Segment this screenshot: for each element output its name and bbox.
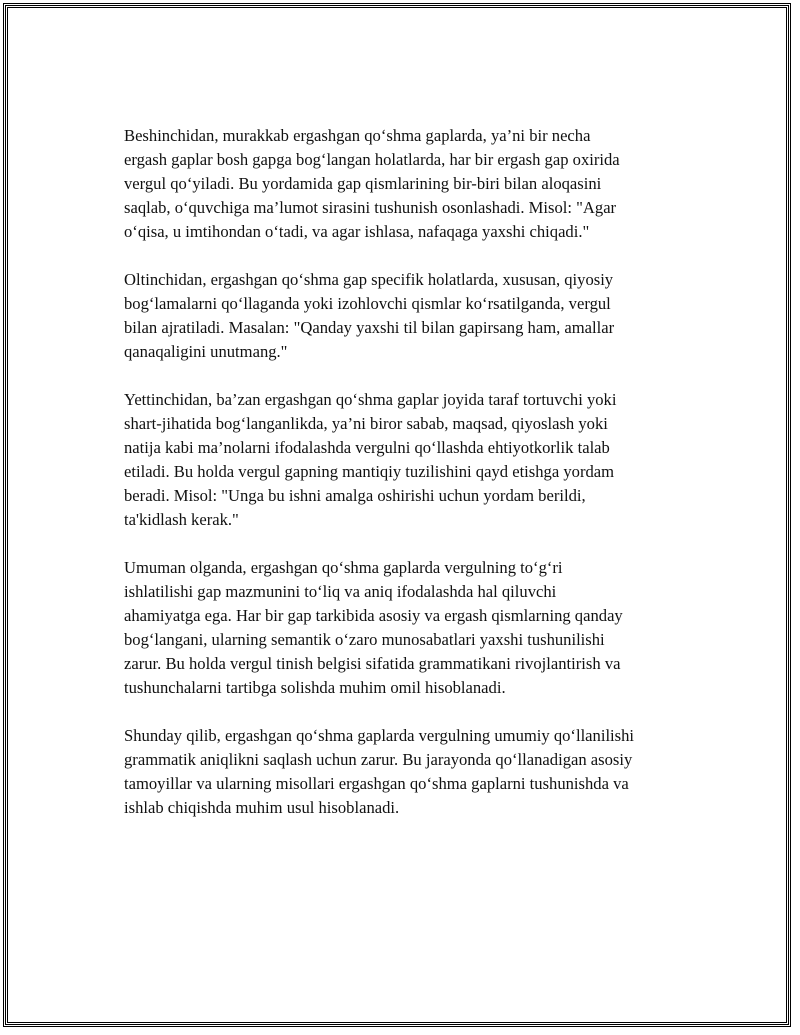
text-line: ta'kidlash kerak." [124, 510, 239, 529]
text-line: Yettinchidan, ba’zan ergashgan qo‘shma gaplar joyida taraf tortuvchi yoki [124, 390, 617, 409]
paragraph-oltinchidan [124, 268, 704, 364]
text-line: qanaqaligini unutmang." [124, 342, 288, 361]
text-line: beradi. Misol: "Unga bu ishni amalga oshirishi uchun yordam berildi, [124, 486, 586, 505]
paragraph-shunday-qilib [124, 724, 704, 820]
text-line: Beshinchidan, murakkab ergashgan qo‘shma gaplarda, ya’ni bir necha [124, 126, 591, 145]
paragraph-umuman-olganda [124, 556, 704, 700]
text-line: shart-jihatida bog‘langanlikda, ya’ni biror sabab, maqsad, qiyoslash yoki [124, 414, 608, 433]
text-line: bog‘langani, ularning semantik o‘zaro munosabatlari yaxshi tushunilishi [124, 630, 605, 649]
text-line: Umuman olganda, ergashgan qo‘shma gaplarda vergulning to‘g‘ri [124, 558, 563, 577]
text-line: ishlab chiqishda muhim usul hisoblanadi. [124, 798, 400, 817]
text-line: etiladi. Bu holda vergul gapning mantiqiy tuzilishini qayd etishga yordam [124, 462, 615, 481]
paragraph-beshinchidan [124, 124, 704, 244]
text-line: o‘qisa, u imtihondan o‘tadi, va agar ishlasa, nafaqaga yaxshi chiqadi." [124, 222, 590, 241]
text-line: bilan ajratiladi. Masalan: "Qanday yaxshi til bilan gapirsang ham, amallar [124, 318, 615, 337]
text-line: zarur. Bu holda vergul tinish belgisi sifatida grammatikani rivojlantirish va [124, 654, 621, 673]
text-line: tushunchalarni tartibga solishda muhim omil hisoblanadi. [124, 678, 506, 697]
paragraph-yettinchidan [124, 388, 704, 532]
text-line: Oltinchidan, ergashgan qo‘shma gap specifik holatlarda, xususan, qiyosiy [124, 270, 614, 289]
page-border [3, 3, 791, 1027]
text-line: ahamiyatga ega. Har bir gap tarkibida asosiy va ergash qismlarning qanday [124, 606, 623, 625]
document-body [124, 124, 704, 844]
text-line: ergash gaplar bosh gapga bog‘langan holatlarda, har bir ergash gap oxirida [124, 150, 620, 169]
text-line: saqlab, o‘quvchiga ma’lumot sirasini tushunish osonlashadi. Misol: "Agar [124, 198, 617, 217]
text-line: grammatik aniqlikni saqlash uchun zarur. Bu jarayonda qo‘llanadigan asosiy [124, 750, 633, 769]
text-line: bog‘lamalarni qo‘llaganda yoki izohlovchi qismlar ko‘rsatilganda, vergul [124, 294, 611, 313]
text-line: Shunday qilib, ergashgan qo‘shma gaplarda vergulning umumiy qo‘llanilishi [124, 726, 635, 745]
text-line: ishlatilishi gap mazmunini to‘liq va aniq ifodalashda hal qiluvchi [124, 582, 557, 601]
text-line: tamoyillar va ularning misollari ergashgan qo‘shma gaplarni tushunishda va [124, 774, 629, 793]
text-line: natija kabi ma’nolarni ifodalashda vergulni qo‘llashda ehtiyotkorlik talab [124, 438, 610, 457]
text-line: vergul qo‘yiladi. Bu yordamida gap qismlarining bir-biri bilan aloqasini [124, 174, 602, 193]
